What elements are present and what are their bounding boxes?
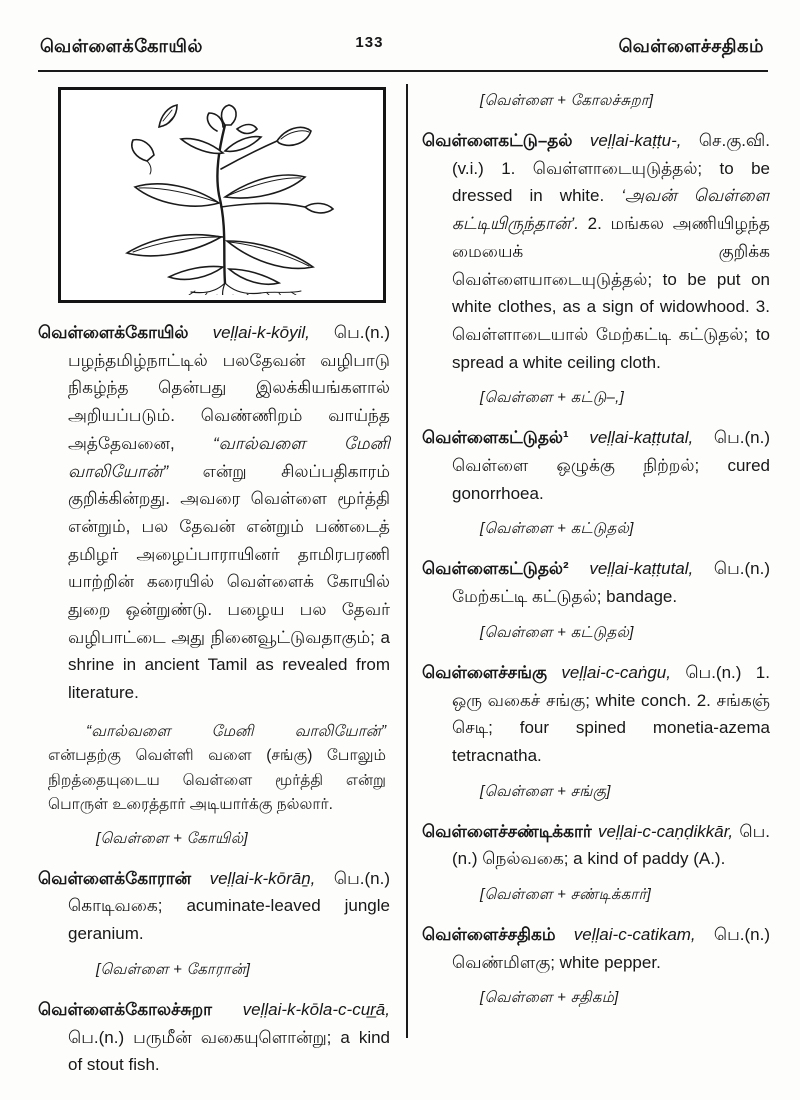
page-number: 133 <box>355 34 384 51</box>
entry-body: வெள்ளை ஒழுக்கு நிற்றல்; cured gonorrhoea. <box>452 456 770 503</box>
entry-body: கொடிவகை; acuminate-leaved jungle geranium. <box>68 896 390 944</box>
note-quote: “வால்வளை மேனி வாலியோன்” <box>86 722 386 740</box>
etymology: [வெள்ளை + கோலச்சுறா] <box>480 92 654 109</box>
entry-headword: வெள்ளைச்சதிகம் <box>422 925 556 945</box>
header-rule <box>38 70 768 72</box>
page-header <box>40 34 764 62</box>
entry-body: பழந்தமிழ்நாட்டில் பலதேவன் வழிபாடு நிகழ்ந்த தென்பது இலக்கியங்களால் அறியப்படும். வெண்ணிறம் வாய்ந்த அத்தேவனை, <box>68 350 390 453</box>
entry-pos: பெ.(n.) <box>333 323 390 342</box>
entry-headword: வெள்ளைக்கோயில் <box>38 323 189 342</box>
entry-pos: பெ.(n.) <box>713 925 770 945</box>
commentary-note <box>48 720 386 818</box>
guide-word-right: வெள்ளைச்சதிகம் <box>618 36 764 56</box>
entry-pos: பெ.(n.) <box>713 428 770 448</box>
etymology: [வெள்ளை + கட்டு–,] <box>480 389 625 407</box>
entry-headword: வெள்ளைச்சண்டிக்கார் <box>422 821 592 841</box>
etymology: [வெள்ளை + சதிகம்] <box>480 989 619 1007</box>
column-divider-rule <box>406 84 408 1038</box>
entry-headword: வெள்ளைகட்டுதல்² <box>422 559 569 579</box>
entry-body: என்று சிலப்பதிகாரம் குறிக்கின்றது. அவரை வெள்ளை மூர்த்தி என்றும், பல தேவன் என்றும் பண்டைத் தமிழர் அழைப்பாராயினர் தாமிரபரணி யாற்றின் கரையில் வெள்ளைக் கோயில் துறை ஒன்றுண்டு. பழைய பல தேவர் வழிபாட்டை அது நினைவூட்டுவதாகும்; a shrine in ancient Tamil as revealed from literature. <box>68 461 390 703</box>
entry-transliteration: veḷḷai-c-caṅgu, <box>561 662 671 682</box>
entry-body: 1. வெள்ளாடையுடுத்தல்; to be dressed in white. <box>452 158 770 206</box>
entry-pos: பெ.(n.) <box>452 821 770 869</box>
entry-pos: செ.கு.வி. (v.i.) <box>452 131 770 178</box>
entry-transliteration: veḷḷai-k-kōyil, <box>212 323 310 342</box>
entry-body: 2. மங்கல அணியிழந்த மையைக் குறிக்க வெள்ளையாடையுடுத்தல்; to be put on white clothes, as a sign of widowhood. 3. வெள்ளாடையால் மேற்கட்டி கட்டுதல்; to spread a white ceiling cloth. <box>452 214 770 372</box>
entry-vellai-c-catikam <box>422 921 770 976</box>
entry-quote: “வால்வளை மேனி வாலியோன்” <box>68 433 390 481</box>
entry-headword: வெள்ளைச்சங்கு <box>422 662 547 682</box>
entry-headword: வெள்ளைகட்டுதல்¹ <box>422 428 569 448</box>
entry-vellai-k-kola-c-cura <box>38 996 390 1079</box>
etymology: [வெள்ளை + சண்டிக்கார்] <box>480 886 652 904</box>
entry-pos: பெ.(n.) <box>68 1027 125 1047</box>
entry-body: 1. ஒரு வகைச் சங்கு; white conch. 2. சங்கஞ் செடி; four spined monetia-azema tetracnatha. <box>452 662 770 765</box>
entry-vellai-kattu <box>422 127 770 376</box>
etymology: [வெள்ளை + கோரான்] <box>96 960 251 978</box>
entry-body: நெல்வகை; a kind of paddy (A.). <box>482 849 726 869</box>
guide-word-left: வெள்ளைக்கோயில் <box>40 36 203 56</box>
entry-transliteration: veḷḷai-k-kōrāṉ, <box>209 868 316 888</box>
entry-body: மேற்கட்டி கட்டுதல்; bandage. <box>452 587 678 607</box>
right-column <box>422 90 770 1024</box>
entry-vellai-k-koran <box>38 865 390 948</box>
botanical-illustration-frame <box>58 87 386 303</box>
entry-vellai-kattutal-2 <box>422 555 770 610</box>
entry-transliteration: veḷḷai-c-catikam, <box>573 925 696 945</box>
entry-vellai-c-candikkar <box>422 818 770 873</box>
entry-transliteration: veḷḷai-kaṭṭu-, <box>589 131 682 150</box>
entry-pos: பெ.(n.) <box>333 868 390 888</box>
entry-transliteration: veḷḷai-kaṭṭutal, <box>589 428 694 448</box>
plant-line-drawing-icon <box>67 95 377 295</box>
entry-vellai-kattutal-1 <box>422 424 770 507</box>
etymology: [வெள்ளை + கட்டுதல்] <box>480 520 634 538</box>
entry-vellai-c-cangu <box>422 659 770 770</box>
two-column-body <box>38 84 770 1100</box>
etymology: [வெள்ளை + கோயில்] <box>96 829 248 847</box>
entry-body: வெண்மிளகு; white pepper. <box>452 952 661 972</box>
note-text: என்பதற்கு வெள்ளி வளை (சங்கு) போலும் நிறத்தையுடைய வெள்ளை மூர்த்தி என்று பொருள் உரைத்தார் அடியார்க்கு நல்லார். <box>48 747 386 814</box>
entry-quote: ‘அவன் வெள்ளை கட்டியிருந்தான்’. <box>452 186 770 234</box>
entry-vellai-k-koyil <box>38 319 390 707</box>
entry-body: பருமீன் வகையுளொன்று; a kind of stout fish. <box>68 1027 391 1075</box>
left-column <box>38 84 390 1092</box>
entry-headword: வெள்ளைக்கோலச்சுறா <box>38 999 213 1019</box>
entry-transliteration: veḷḷai-c-caṇḍikkār, <box>598 821 734 841</box>
entry-pos: பெ.(n.) <box>713 559 770 579</box>
entry-headword: வெள்ளைக்கோரான் <box>38 868 192 888</box>
entry-pos: பெ.(n.) <box>685 662 742 682</box>
entry-headword: வெள்ளைகட்டு–தல் <box>422 131 573 150</box>
etymology: [வெள்ளை + கட்டுதல்] <box>480 623 634 641</box>
entry-transliteration: veḷḷai-kaṭṭutal, <box>589 559 694 579</box>
etymology: [வெள்ளை + சங்கு] <box>480 782 611 800</box>
entry-transliteration: veḷḷai-k-kōla-c-cur̲ā, <box>242 999 390 1019</box>
